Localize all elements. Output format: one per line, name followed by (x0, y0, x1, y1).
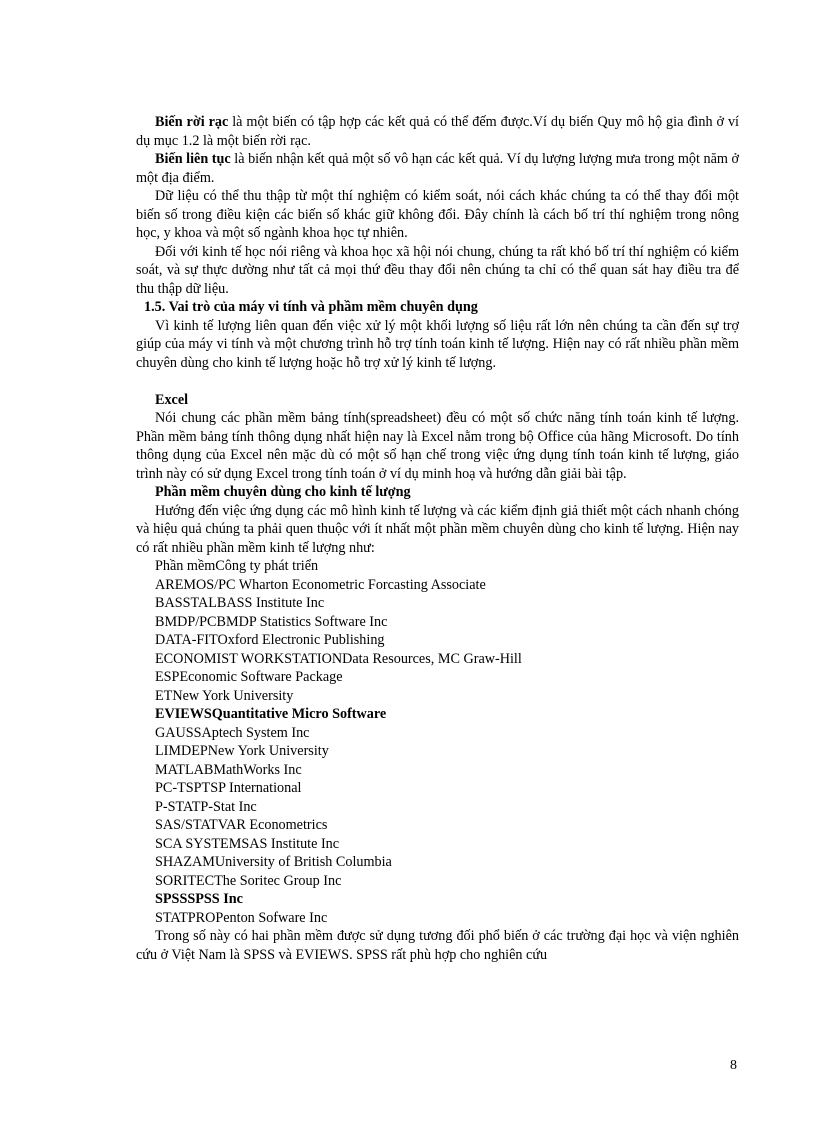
software-list-item: PC-TSPTSP International (155, 780, 302, 796)
software-list-item: SORITECThe Soritec Group Inc (155, 872, 342, 889)
paragraph-discrete-variable (136, 113, 739, 150)
software-list-item: AREMOS/PC Wharton Econometric Forcasting Associate (155, 576, 486, 593)
paragraph-text: là biến nhận kết quả một số vô hạn các kết quả. Ví dụ lượng lượng mưa trong một năm ở một địa điểm. (136, 151, 740, 186)
software-list-item: ECONOMIST WORKSTATIONData Resources, MC Graw-Hill (155, 650, 522, 667)
software-list-item: LIMDEPNew York University (155, 743, 329, 759)
software-list-item: DATA-FITOxford Electronic Publishing (155, 632, 385, 648)
paragraph-closing: Trong số này có hai phần mềm được sử dụng tương đối phổ biến ở các trường đại học và viện nghiên cứu ở Việt Nam là SPSS và EVIEWS. SPSS rất phù hợp cho nghiên cứu (136, 928, 739, 963)
software-list-item: ETNew York University (155, 687, 294, 704)
software-list-item: SHAZAMUniversity of British Columbia (155, 854, 392, 870)
paragraph-text: là một biến có tập hợp các kết quả có thể đếm được.Ví dụ biến Quy mô hộ gia đình ở ví dụ mục 1.2 là một biến rời rạc. (136, 114, 739, 149)
software-list-item: SAS/STATVAR Econometrics (155, 817, 328, 833)
document-page (136, 113, 739, 964)
paragraph-software-intro: Hướng đến việc ứng dụng các mô hình kinh tế lượng và các kiểm định giả thiết một cách nhanh chóng và hiệu quả chúng ta phải quen thuộc với ít nhất một phần mềm chuyên dùng cho kinh tế lượng. Hiện nay có rất nhiều phần mềm kinh tế lượng như: (136, 502, 739, 556)
term-discrete-variable: Biến rời rạc (155, 114, 229, 130)
software-list-item: BMDP/PCBMDP Statistics Software Inc (155, 613, 388, 630)
software-list-item: P-STATP-Stat Inc (155, 798, 257, 815)
paragraph-controlled-experiment: Dữ liệu có thể thu thập từ một thí nghiệm có kiểm soát, nói cách khác chúng ta có thể thay đổi một biến số trong điều kiện các biến số khác giữ không đổi. Đây chính là cách bố trí thí nghiệm trong nông học, y khoa và một số ngành khoa học tự nhiên. (136, 188, 739, 241)
software-list-item: BASSTALBASS Institute Inc (155, 595, 325, 611)
page-number: 8 (730, 1058, 737, 1073)
software-list-item: Phần mềmCông ty phát triển (155, 558, 319, 574)
spacer (136, 372, 739, 391)
software-list-item: EVIEWSQuantitative Micro Software (155, 706, 387, 722)
software-heading: Phần mềm chuyên dùng cho kinh tế lượng (155, 484, 411, 500)
paragraph-computer-role: Vì kinh tế lượng liên quan đến việc xử lý một khối lượng số liệu rất lớn nên chúng ta cần đến sự trợ giúp của máy vi tính và một chương trình hỗ trợ tính toán kinh tế lượng. Hiện nay có rất nhiều phần mềm chuyên dùng cho kinh tế lượng hoặc hỗ trợ xử lý kinh tế lượng. (136, 317, 739, 371)
excel-heading: Excel (155, 391, 189, 408)
software-list-item: SPSSSPSS Inc (155, 891, 243, 907)
software-list-item: MATLABMathWorks Inc (155, 761, 302, 778)
paragraph-economics-data: Đối với kinh tế học nói riêng và khoa học xã hội nói chung, chúng ta rất khó bố trí thí nghiệm có kiểm soát, và sự thực dường như tất cả mọi thứ đều thay đổi nên chúng ta chỉ có thể quan sát hay điều tra để thu thập dữ liệu. (136, 243, 739, 297)
software-list (136, 557, 739, 927)
paragraph-excel: Nói chung các phần mềm bảng tính(spreadsheet) đều có một số chức năng tính toán kinh tế lượng. Phần mềm bảng tính thông dụng nhất hiện nay là Excel nằm trong bộ Office của hãng Microsoft. Do tính thông dụng của Excel nên mặc dù có một số hạn chế trong việc ứng dụng tính toán kinh tế lượng, giáo trình này có sử dụng Excel trong tính toán ở ví dụ minh hoạ và hướng dẫn giải bài tập. (136, 410, 739, 482)
software-list-item: STATPROPenton Sofware Inc (155, 909, 328, 926)
software-list-item: ESPEconomic Software Package (155, 669, 343, 685)
software-list-item: GAUSSAptech System Inc (155, 724, 310, 741)
section-heading: 1.5. Vai trò của máy vi tính và phầm mềm chuyên dụng (144, 299, 478, 315)
term-continuous-variable: Biến liên tục (155, 151, 231, 167)
software-list-item: SCA SYSTEMSAS Institute Inc (155, 835, 340, 852)
paragraph-continuous-variable (136, 150, 739, 187)
